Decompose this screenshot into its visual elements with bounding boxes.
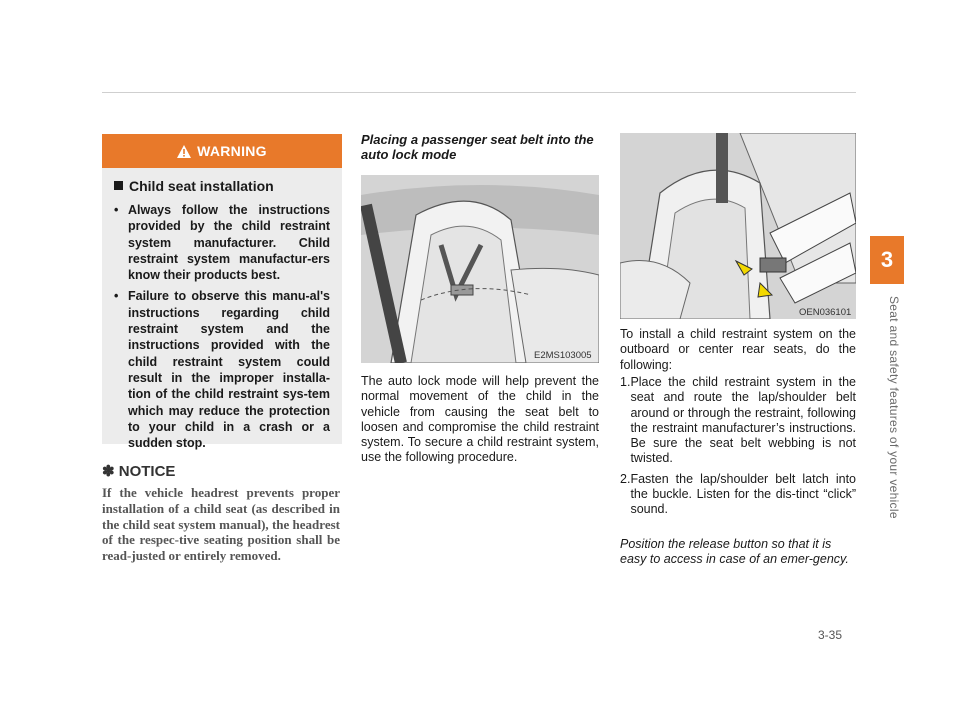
warning-list [102, 202, 342, 451]
figure-code: OEN036101 [799, 307, 852, 318]
top-divider [102, 92, 856, 93]
steps-list [620, 375, 856, 523]
warning-header [102, 134, 342, 168]
chapter-title: Seat and safety features of your vehicle [887, 296, 901, 519]
notice-title: ✽ NOTICE [102, 463, 176, 480]
child-seat-figure [361, 175, 599, 363]
notice-body: If the vehicle headrest prevents proper installation of a child seat (as described in the child seat system manual), the headrest of the respec-tive seating position shall be read-justed or entirely removed. [102, 485, 340, 564]
install-figure [620, 133, 856, 319]
warning-box [102, 134, 342, 451]
square-bullet-icon [114, 181, 123, 190]
section-title: Placing a passenger seat belt into the auto lock mode [361, 132, 594, 162]
warning-label: WARNING [197, 143, 267, 159]
warning-subtitle: Child seat installation [114, 178, 342, 194]
body-text: The auto lock mode will help prevent the normal movement of the child in the vehicle from causing the seat belt to loosen and compromise the child restraint system. To secure a child restraint system, use the following procedure. [361, 374, 599, 465]
list-item: 2. Fasten the lap/shoulder belt latch into the buckle. Listen for the dis-tinct “click” sound. [620, 471, 856, 517]
warning-item: • Failure to observe this manu-al's instructions regarding child restraint system and the instructions provided with the child restraint system could result in the improper installa-tion of the child restraint sys-tem which may reduce the protection to your child in a crash or a sudden stop. [114, 289, 330, 451]
warning-icon [177, 145, 191, 158]
chapter-tab[interactable]: 3 [870, 236, 904, 284]
intro-text: To install a child restraint system on the outboard or center rear seats, do the following: [620, 327, 856, 372]
note-text: Position the release button so that it is easy to access in case of an emer-gency. [620, 537, 849, 567]
child-seat-illustration [361, 175, 599, 363]
figure-code: E2MS103005 [534, 350, 592, 361]
warning-item: • Always follow the instructions provided by the child restraint system manufacturer. Child restraint system manufactur-ers know their products best. [114, 203, 330, 283]
list-item: 1. Place the child restraint system in the seat and route the lap/shoulder belt around or through the restraint, following the restraint manufacturer’s instructions. Be sure the seat belt webbing is not twisted. [620, 375, 856, 466]
page-number: 3-35 [818, 628, 843, 642]
seat-belt-install-illustration [620, 133, 856, 319]
